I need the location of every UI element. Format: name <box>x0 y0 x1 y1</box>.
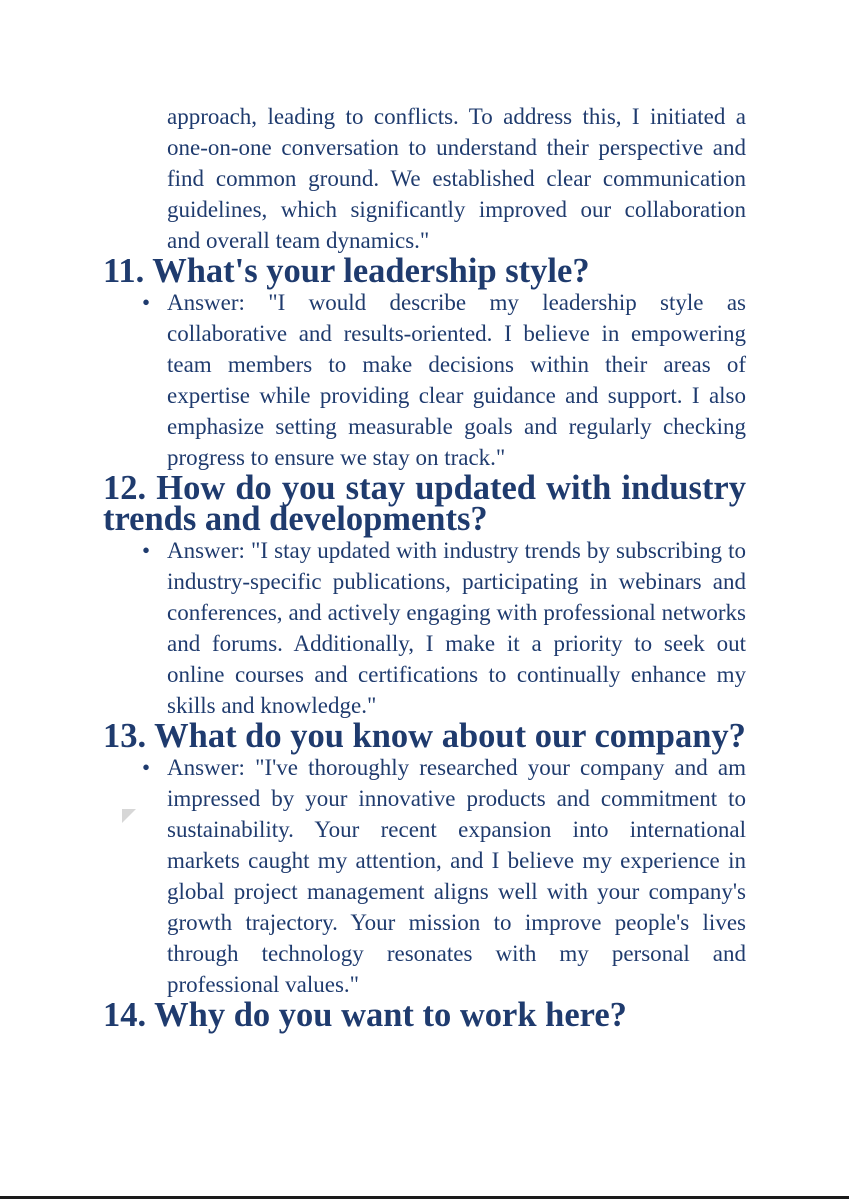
answer-item-12 <box>142 535 746 721</box>
answer-text-13: Answer: "I've thoroughly researched your company and am impressed by your innovative products and commitment to sustainability. Your recent expansion into international markets caught my attention, and I believe my experience in global project management aligns well with your company's growth trajectory. Your mission to improve people's lives through technology resonates with my personal and professional values." <box>167 755 746 997</box>
question-heading-14: 14. Why do you want to work here? <box>103 996 627 1034</box>
document-body <box>103 101 746 1034</box>
bullet-icon: • <box>142 290 151 315</box>
question-heading-12: 12. How do you stay updated with industry trends and developments? <box>103 469 746 538</box>
answer-text-11: Answer: "I would describe my leadership style as collaborative and results-oriented. I believe in empowering team members to make decisions within their areas of expertise while providing clear guidance and support. I also emphasize setting measurable goals and regularly checking progress to ensure we stay on track." <box>167 290 746 470</box>
bullet-icon: • <box>142 755 151 780</box>
answer-text-12: Answer: "I stay updated with industry trends by subscribing to industry-specific publications, participating in webinars and conferences, and actively engaging with professional networks and forums. Additionally, I make it a priority to seek out online courses and certifications to continually enhance my skills and knowledge." <box>167 538 746 718</box>
question-heading-13: 13. What do you know about our company? <box>103 717 746 755</box>
answer-item-11 <box>142 287 746 473</box>
answer-item-13 <box>142 752 746 1000</box>
text-cursor-marker-icon <box>122 809 136 823</box>
question-heading-11: 11. What's your leadership style? <box>103 252 590 290</box>
bullet-icon: • <box>142 538 151 563</box>
answer-continuation: approach, leading to conflicts. To address this, I initiated a one-on-one conversation to understand their perspective and find common ground. We established clear communication guidelines, which significantly improved our collaboration and overall team dynamics." <box>167 104 746 253</box>
